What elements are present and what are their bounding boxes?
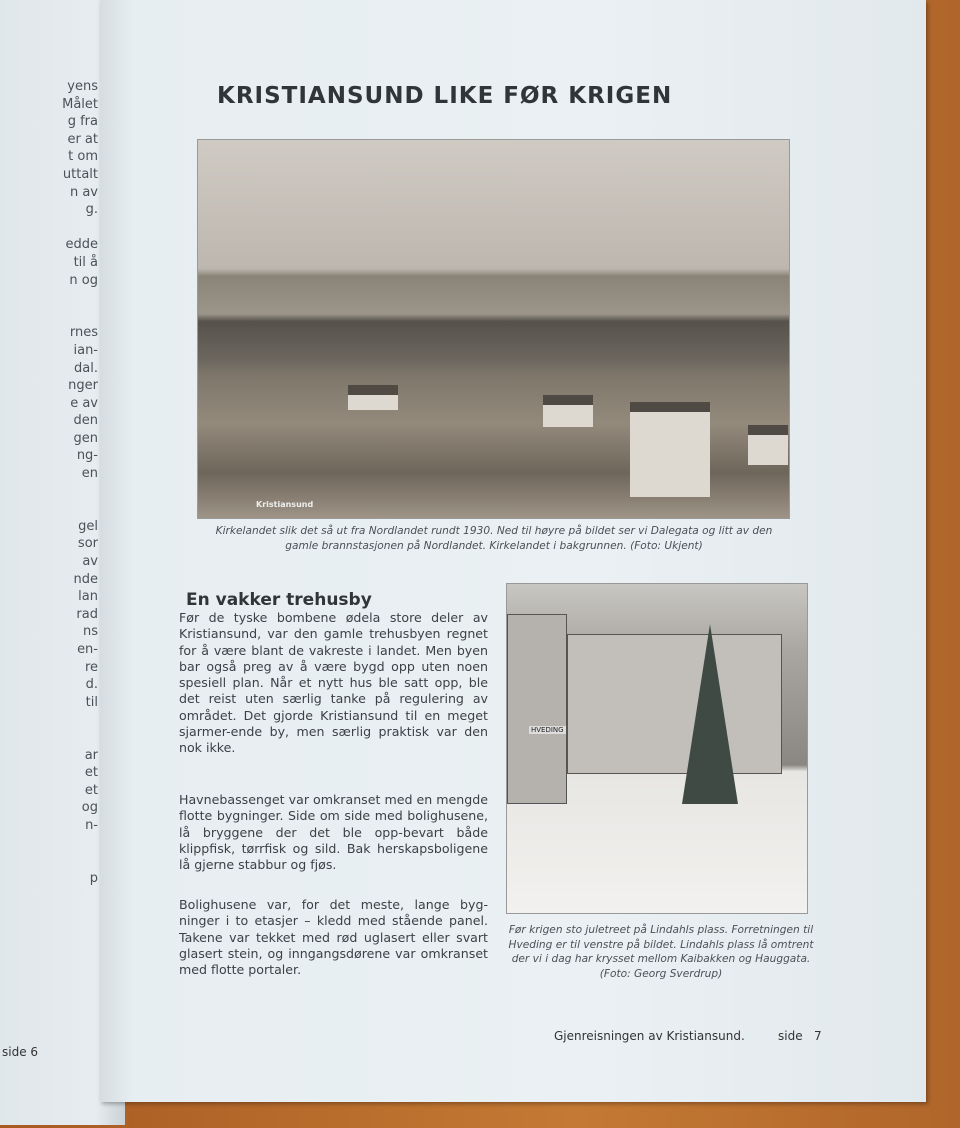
left-page-number: side 6 <box>2 1045 39 1059</box>
photo-kirkelandet-1930 <box>197 139 790 519</box>
section-heading: En vakker trehusby <box>186 590 372 610</box>
page-number: side 7 <box>778 1029 822 1043</box>
paragraph-1: Før de tyske bombene ødela store deler av Kristiansund, var den gamle trehusbyen regnet for å være blant de vakreste i landet. Men byen bar også preg av å være bygd opp uten noen spesiell plan. Når et nytt hus ble satt opp, ble det reist uten særlig tanke på regulering av området. Det gjorde Kristiansund til en meget sjarmer-ende by, men særlig praktisk var den nok ikke. <box>179 610 488 756</box>
left-page-text: yens Målet g fra er at t om uttalt n av g. edde til å n og rnes ian- dal. nger e av den gen ng- en gel sor av nde lan rad ns en- re d. til ar et et og n- p <box>62 79 98 886</box>
paragraph-3: Bolighusene var, for det meste, lange byg-ninger i to etasjer – kledd med stående panel. Takene var tekket med rød uglasert eller svart glasert stein, og inngangsdørene var omkranset med flotte portaler. <box>179 897 488 978</box>
christmas-tree <box>682 624 738 804</box>
photo-stamp: Kristiansund <box>256 500 314 509</box>
photo-lindahls-plass <box>506 583 808 914</box>
page-title: KRISTIANSUND LIKE FØR KRIGEN <box>217 83 673 109</box>
photo2-caption: Før krigen sto juletreet på Lindahls plass. Forretningen til Hveding er til venstre på bildet. Lindahls plass lå omtrent der vi i dag har krysset mellom Kaibakken og Hauggata. (Foto: Georg Sverdrup) <box>508 924 814 980</box>
photo1-caption: Kirkelandet slik det så ut fra Nordlandet rundt 1930. Ned til høyre på bildet ser vi Dalegata og litt av den gamle brannstasjonen på Nordlandet. Kirkelandet i bakgrunnen. (Foto: Ukjent) <box>215 525 773 552</box>
shop-sign: HVEDING <box>531 726 564 734</box>
paragraph-2: Havnebassenget var omkranset med en mengde flotte bygninger. Side om side med bolighusene, lå bryggene der det ble opp-bevart både klippfisk, tørrfisk og sild. Bak herskapsboligene lå gjerne stabbur og fjøs. <box>179 792 488 873</box>
book-title-footer: Gjenreisningen av Kristiansund. <box>554 1029 745 1043</box>
